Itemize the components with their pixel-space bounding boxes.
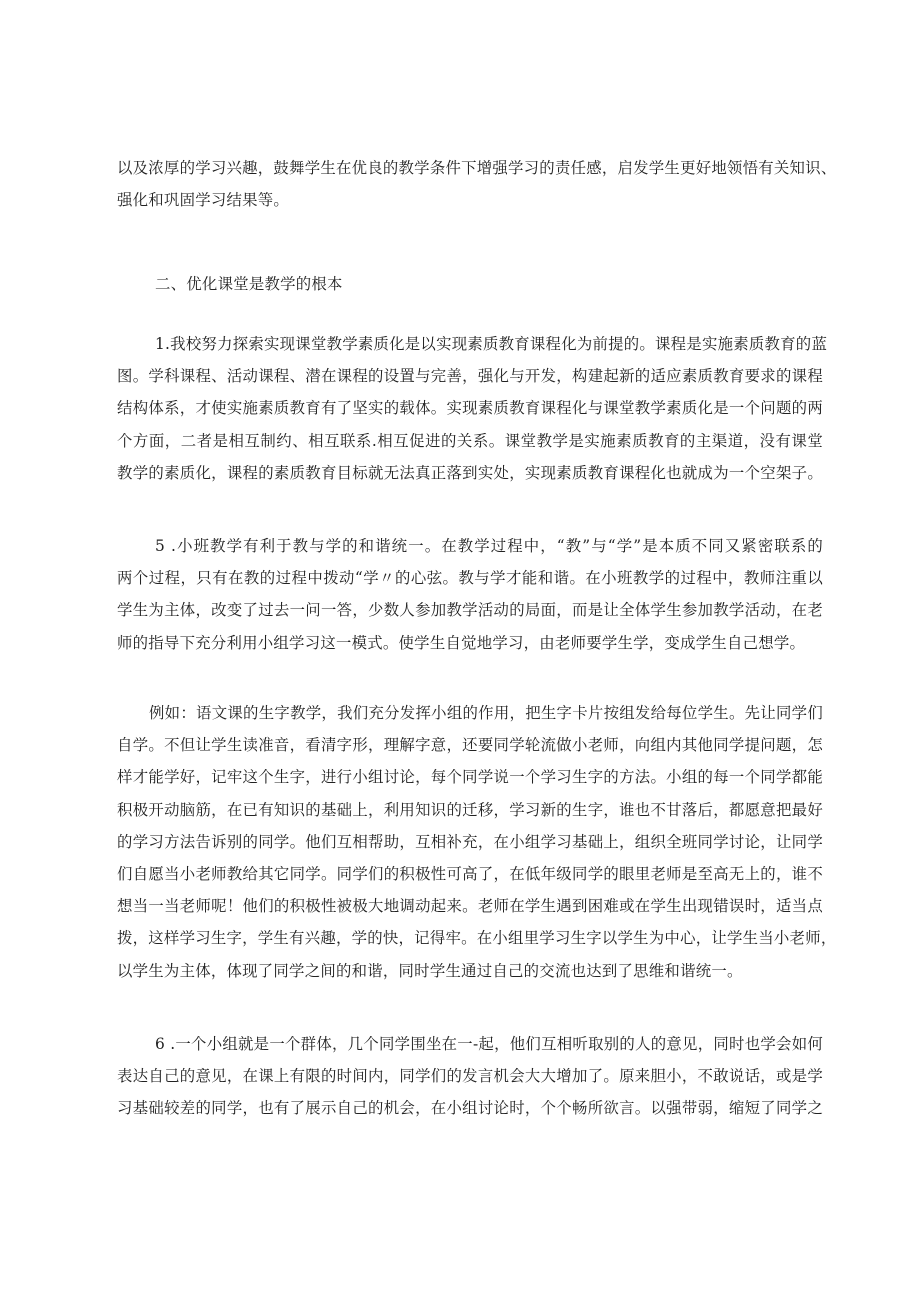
text-line: 习基础较差的同学，也有了展示自己的机会，在小组讨论时，个个畅所欲言。以强带弱，缩短了同学之	[117, 1099, 823, 1118]
text-line: 以及浓厚的学习兴趣，鼓舞学生在优良的教学条件下增强学习的责任感，启发学生更好地领悟有关知识、	[117, 159, 837, 177]
text-line: 表达自己的意见，在课上有限的时间内，同学们的发言机会大大增加了。原来胆小，不敢说话，或是学	[117, 1067, 823, 1086]
section-heading: 二、优化课堂是教学的根本	[155, 275, 343, 293]
text-line: 6 .一个小组就是一个群体，几个同学围坐在一-起，他们互相听取别的人的意见，同时也学会如何	[155, 1035, 823, 1053]
text-line: 强化和巩固学习结果等。	[117, 191, 290, 210]
text-line: 两个过程，只有在教的过程中拨动“学〃的心弦。教与学才能和谐。在小班教学的过程中，教师注重以	[117, 569, 823, 588]
paragraph-item-5	[117, 530, 823, 659]
text-line: 的学习方法告诉别的同学。他们互相帮助，互相补充，在小组学习基础上，组织全班同学讨论，让同学	[117, 832, 823, 851]
text-line: 拨，这样学习生字，学生有兴趣，学的快，记得牢。在小组里学习生字以学生为中心，让学生当小老师，	[117, 929, 837, 948]
text-line: 以学生为主体，体现了同学之间的和谐，同时学生通过自己的交流也达到了思维和谐统一。	[117, 961, 743, 980]
text-line: 结构体系，才使实施素质教育有了坚实的载体。实现素质教育课程化与课堂教学素质化是一个问题的两	[117, 399, 823, 418]
text-line: 想当一当老师呢！他们的积极性被极大地调动起来。老师在学生遇到困难或在学生出现错误时，适当点	[117, 897, 823, 916]
text-line: 自学。不但让学生读准音，看清字形，理解字意，还要同学轮流做小老师，向组内其他同学提问题，怎	[117, 736, 823, 755]
text-line: 5 .小班教学有利于教与学的和谐统一。在教学过程中，“教”与“学”是本质不同又紧密联系的	[155, 537, 823, 555]
paragraph-continued-intro	[117, 152, 837, 216]
text-line: 们自愿当小老师教给其它同学。同学们的积极性可高了，在低年级同学的眼里老师是至高无上的，谁不	[117, 865, 823, 884]
paragraph-example	[117, 697, 837, 987]
text-line: 教学的素质化，课程的素质教育目标就无法真正落到实处，实现素质教育课程化也就成为一个空架子。	[117, 463, 823, 482]
text-line: 师的指导下充分利用小组学习这一模式。使学生自觉地学习，由老师要学生学，变成学生自己想学。	[117, 633, 806, 652]
text-line: 积极开动脑筋，在已有知识的基础上，利用知识的迁移，学习新的生字，谁也不甘落后，都愿意把最好	[117, 800, 823, 819]
text-line: 例如：语文课的生字教学，我们充分发挥小组的作用，把生字卡片按组发给每位学生。先让同学们	[149, 704, 823, 722]
text-line: 图。学科课程、活动课程、潜在课程的设置与完善，强化与开发，构建起新的适应素质教育要求的课程	[117, 367, 823, 386]
paragraph-item-1	[117, 328, 828, 489]
text-line: 样才能学好，记牢这个生字，进行小组讨论，每个同学说一个学习生字的方法。小组的每一个同学都能	[117, 768, 823, 787]
text-line: 学生为主体，改变了过去一问一答，少数人参加教学活动的局面，而是让全体学生参加教学活动，在老	[117, 601, 823, 620]
text-line: 个方面，二者是相互制约、相互联系.相互促进的关系。课堂教学是实施素质教育的主渠道，没有课堂	[117, 431, 823, 450]
paragraph-item-6	[117, 1028, 823, 1125]
text-line: 1.我校努力探索实现课堂教学素质化是以实现素质教育课程化为前提的。课程是实施素质教育的蓝	[155, 335, 828, 353]
